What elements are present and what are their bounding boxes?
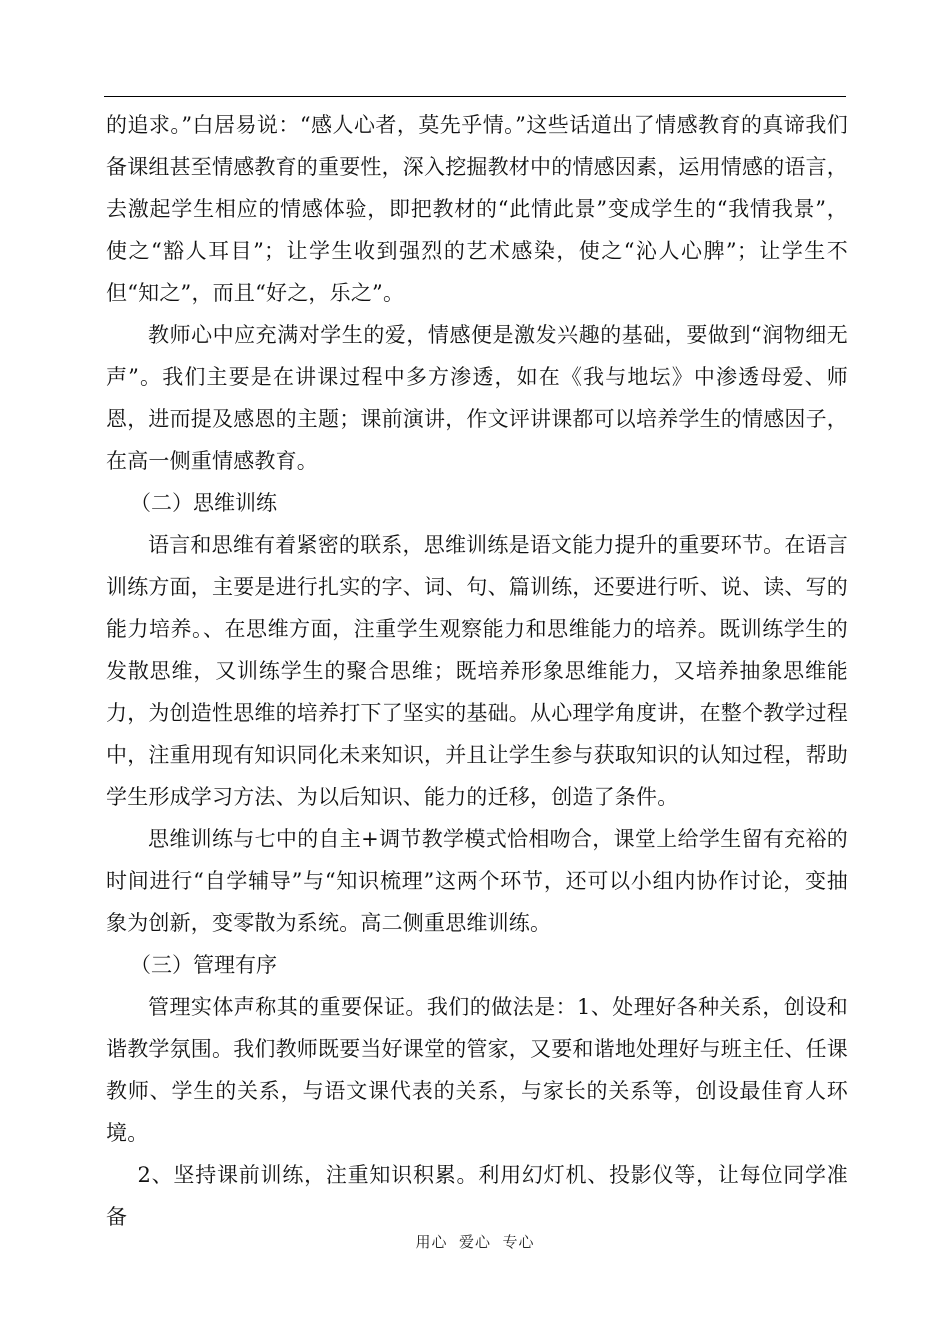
page-footer: 用心 爱心 专心 xyxy=(415,1233,535,1251)
document-body xyxy=(106,104,848,1238)
paragraph-management-relations: 管理实体声称其的重要保证。我们的做法是：1、处理好各种关系，创设和谐教学氛围。我们教师既要当好课堂的管家，又要和谐地处理好与班主任、任课教师、学生的关系，与语文课代表的关系，与家长的关系等，创设最佳育人环境。 xyxy=(106,995,848,1145)
section-heading-thinking-training: （二）思维训练 xyxy=(130,491,277,515)
paragraph-emotion-continued: 的追求。”白居易说：“感人心者，莫先乎情。”这些话道出了情感教育的真谛我们备课组甚至情感教育的重要性，深入挖掘教材中的情感因素，运用情感的语言，去激起学生相应的情感体验，即把教材的“此情此景”变成学生的“我情我景”，使之“豁人耳目”；让学生收到强烈的艺术感染，使之“沁人心脾”；让学生不但“知之”，而且“好之，乐之”。 xyxy=(106,113,848,305)
section-heading-orderly-management: （三）管理有序 xyxy=(130,953,277,977)
header-rule xyxy=(104,96,846,97)
paragraph-pre-class-training: 2、坚持课前训练，注重知识积累。利用幻灯机、投影仪等，让每位同学准备 xyxy=(106,1163,848,1229)
paragraph-teaching-model: 思维训练与七中的自主+调节教学模式恰相吻合，课堂上给学生留有充裕的时间进行“自学辅导”与“知识梳理”这两个环节，还可以小组内协作讨论，变抽象为创新，变零散为系统。高二侧重思维训练。 xyxy=(106,827,848,935)
paragraph-teacher-love: 教师心中应充满对学生的爱，情感便是激发兴趣的基础，要做到“润物细无声”。我们主要是在讲课过程中多方渗透，如在《我与地坛》中渗透母爱、师恩，进而提及感恩的主题；课前演讲，作文评讲课都可以培养学生的情感因子，在高一侧重情感教育。 xyxy=(106,323,848,473)
paragraph-language-thinking: 语言和思维有着紧密的联系，思维训练是语文能力提升的重要环节。在语言训练方面，主要是进行扎实的字、词、句、篇训练，还要进行听、说、读、写的能力培养。、在思维方面，注重学生观察能力和思维能力的培养。既训练学生的发散思维，又训练学生的聚合思维；既培养形象思维能力，又培养抽象思维能力，为创造性思维的培养打下了坚实的基础。从心理学角度讲，在整个教学过程中，注重用现有知识同化未来知识，并且让学生参与获取知识的认知过程，帮助学生形成学习方法、为以后知识、能力的迁移，创造了条件。 xyxy=(106,533,848,809)
